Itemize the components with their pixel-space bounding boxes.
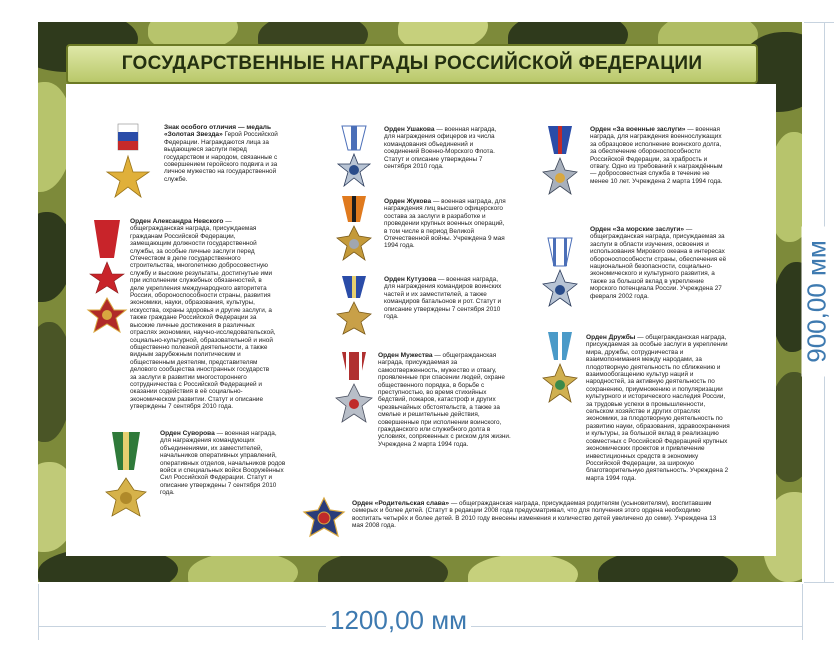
- height-dimension-label: 900,00 мм: [802, 227, 833, 377]
- award-friendship: Орден Дружбы — общегражданская награда, присуждаемая за особые заслуги в укреплении мира, дружбы, сотрудничества и взаимопонимания между народами, за плодотворную деятельность по сближению и взаимообогащению культур наций и народностей, за активную деятельность по сохранению, приумножению и популяризации культурного и исторического наследия России, за трудовые успехи в промышленности, сельском хозяйстве и других отраслях экономики, за плодотворную деятельность по развитию науки, образования, здравоохранения и культуры, за большой вклад в реализацию совместных с Российской Федерацией крупных экономических проектов и привлечение инвестиционных средств в экономику Российской Федерации, за широкую благотворительную деятельность. Учреждена 2 марта 1994 года.: [586, 334, 730, 482]
- award-ushakov: Орден Ушакова — военная награда, для награждения офицеров из числа командования объединений и соединений Военно-Морского Флота. Статут и описание утверждены 7 сентября 2010 года.: [384, 126, 497, 171]
- award-parental-glory: Орден «Родительская слава» — общегражданская награда, присуждаемая родителям (усыновителям), воспитавшим семерых и более детей. (Статут в редакции 2008 года предусматривал, что для получения этого ордена необходимо воспитать четырёх и более детей. В 2010 году внесены изменения и количество детей увеличено до семи). Учреждена 13 мая 2008 года.: [352, 500, 717, 530]
- order-kutuzov-icon: [334, 274, 374, 338]
- award-kutuzov: Орден Кутузова — военная награда, для награждения командиров воинских частей и их заместителей, а также командиров батальонов и рот. Статут и описание утверждены 7 сентября 2010 года.: [384, 276, 502, 321]
- height-guide-top: [804, 22, 834, 23]
- order-zhukov-icon: [334, 194, 374, 264]
- award-gold-star: Знак особого отличия — медаль «Золотая Звезда» Герой Российской Федерации. Награждаются лица за выдающиеся заслуги перед государством и народом, связанные с совершением геройского подвига и за личное мужество на государственной службе.: [164, 124, 278, 183]
- order-parental-glory-icon: [302, 496, 346, 540]
- order-alexander-nevsky-icon: [86, 218, 128, 338]
- title-banner: [66, 44, 758, 84]
- gold-star-medal-icon: [104, 122, 152, 206]
- width-guide-right: [802, 584, 803, 640]
- order-courage-icon: [334, 350, 374, 428]
- page-title: ГОСУДАРСТВЕННЫЕ НАГРАДЫ РОССИЙСКОЙ ФЕДЕРАЦИИ: [121, 53, 703, 74]
- award-suvorov: Орден Суворова — военная награда, для награждения командующих объединениями, их заместителей, начальников оперативных управлений, оперативных отделов, начальников родов войск и специальных войск Вооружённых Сил Российской Федерации. Статут и описание утверждены 7 сентября 2010 года.: [160, 430, 286, 497]
- award-naval-merit: Орден «За морские заслуги» — общегражданская награда, присуждаемая за заслуги в области изучения, освоения и использования Мирового океана в интересах обороноспособности страны, обеспечения её национальной безопасности, социально-экономического и культурного развития, а также за большой вклад в укрепление морского потенциала России. Учреждена 27 февраля 2002 года.: [590, 226, 727, 300]
- order-ushakov-icon: [334, 124, 374, 190]
- award-courage: Орден Мужества — общегражданская награда, присуждаемая за самоотверженность, мужество и отвагу, проявленные при спасении людей, охране общественного порядка, в борьбе с преступностью, во время стихийных бедствий, пожаров, катастроф и других чрезвычайных обстоятельств, а также за смелые и решительные действия, совершенные при исполнении воинского, гражданского или служебного долга в условиях, сопряженных с риском для жизни. Учреждена 2 марта 1994 года.: [378, 352, 511, 448]
- order-naval-merit-icon: [540, 236, 580, 310]
- order-suvorov-icon: [104, 430, 148, 526]
- order-military-merit-icon: [540, 124, 580, 198]
- width-guide-left: [38, 584, 39, 640]
- award-military-merit: Орден «За военные заслуги» — военная награда, для награждения военнослужащих за образцовое исполнение воинского долга, за обеспечение обороноспособности Российской Федерации, за храбрость и отвагу. Одно из требований к награждённым — добросовестная служба в течение не менее 10 лет. Учреждена 2 марта 1994 года.: [590, 126, 723, 185]
- height-guide-bottom: [804, 582, 834, 583]
- award-zhukov: Орден Жукова — военная награда, для награждения лиц высшего офицерского состава за заслуги в разработке и проведении крупных военных операций, в том числе в период Великой Отечественной войны. Учреждена 9 мая 1994 года.: [384, 198, 506, 250]
- width-dimension-label: 1200,00 мм: [326, 605, 471, 636]
- award-alexander-nevsky: Орден Александра Невского — общегражданская награда, присуждаемая гражданам Российской Федерации, замещающим должности государственной службы, за особые личные заслуги перед Отечеством в деле государственного строительства, многолетнюю добросовестную службу и высокие результаты, достигнутые ими при исполнении служебных обязанностей, в деле укрепления международного авторитета России, обороноспособности страны, развития экономики, науки, образования, культуры, искусства, охраны здоровья и другие заслуги, а также гражданe Российской Федерации за высокие личные достижения в различных отраслях экономики, научно-исследовательской, социально-культурной, образовательной и иной общественно полезной деятельности, а также видным зарубежным политическим и общественным деятелям, представителям делового сообщества иностранных государств за заслуги в развитии многостороннего сотрудничества с Российской Федерацией и оказании содействия в её социально-экономическом развитии. Статут и описание утверждены 7 сентября 2010 года.: [130, 218, 276, 411]
- order-friendship-icon: [540, 330, 580, 406]
